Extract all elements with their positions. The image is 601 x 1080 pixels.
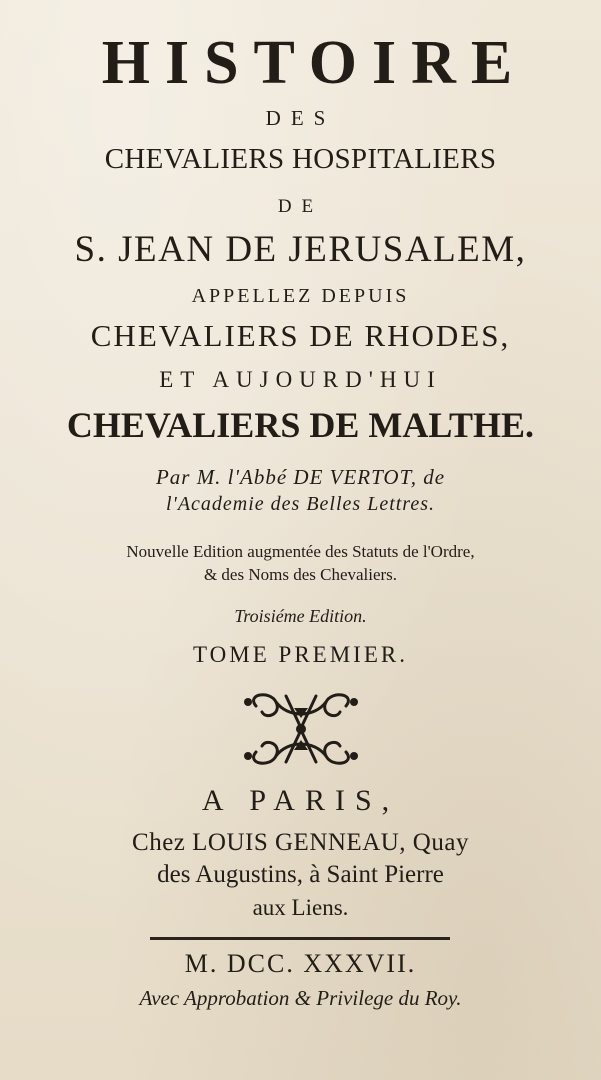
title-aujourdhui: ET AUJOURD'HUI: [159, 367, 442, 392]
title-saint-jean: S. JEAN DE JERUSALEM,: [74, 229, 527, 270]
title-chevaliers-de-malthe: CHEVALIERS DE MALTHE.: [66, 405, 535, 445]
edition-note-line1: Nouvelle Edition augmentée des Statuts de l'Ordre,: [126, 542, 475, 561]
author-line: Par M. l'Abbé DE VERTOT, de: [155, 465, 446, 489]
title-appellez-depuis: APPELLEZ DEPUIS: [191, 285, 410, 307]
tome-line: TOME PREMIER.: [193, 642, 408, 667]
book-title: HISTOIRE: [101, 29, 528, 97]
title-des: DES: [265, 106, 336, 130]
privilege-line: Avec Approbation & Privilege du Roy.: [139, 986, 462, 1010]
academy-line: l'Academie des Belles Lettres.: [165, 493, 436, 515]
printers-ornament-icon: [236, 688, 366, 770]
imprint-date: M. DCC. XXXVII.: [184, 949, 417, 978]
publisher-line2: des Augustins, à Saint Pierre: [157, 861, 444, 888]
place-line: A PARIS,: [201, 784, 400, 817]
double-rule-divider: [150, 937, 450, 940]
publisher-line3: aux Liens.: [252, 895, 349, 920]
publisher-line1: Chez LOUIS GENNEAU, Quay: [132, 829, 469, 856]
title-chevaliers-de-rhodes: CHEVALIERS DE RHODES,: [90, 318, 511, 353]
edition-note-line2: & des Noms des Chevaliers.: [203, 565, 398, 584]
title-chevaliers-hospitaliers: CHEVALIERS HOSPITALIERS: [104, 143, 497, 175]
title-de: DE: [277, 196, 324, 217]
edition-number: Troisiéme Edition.: [234, 606, 367, 626]
